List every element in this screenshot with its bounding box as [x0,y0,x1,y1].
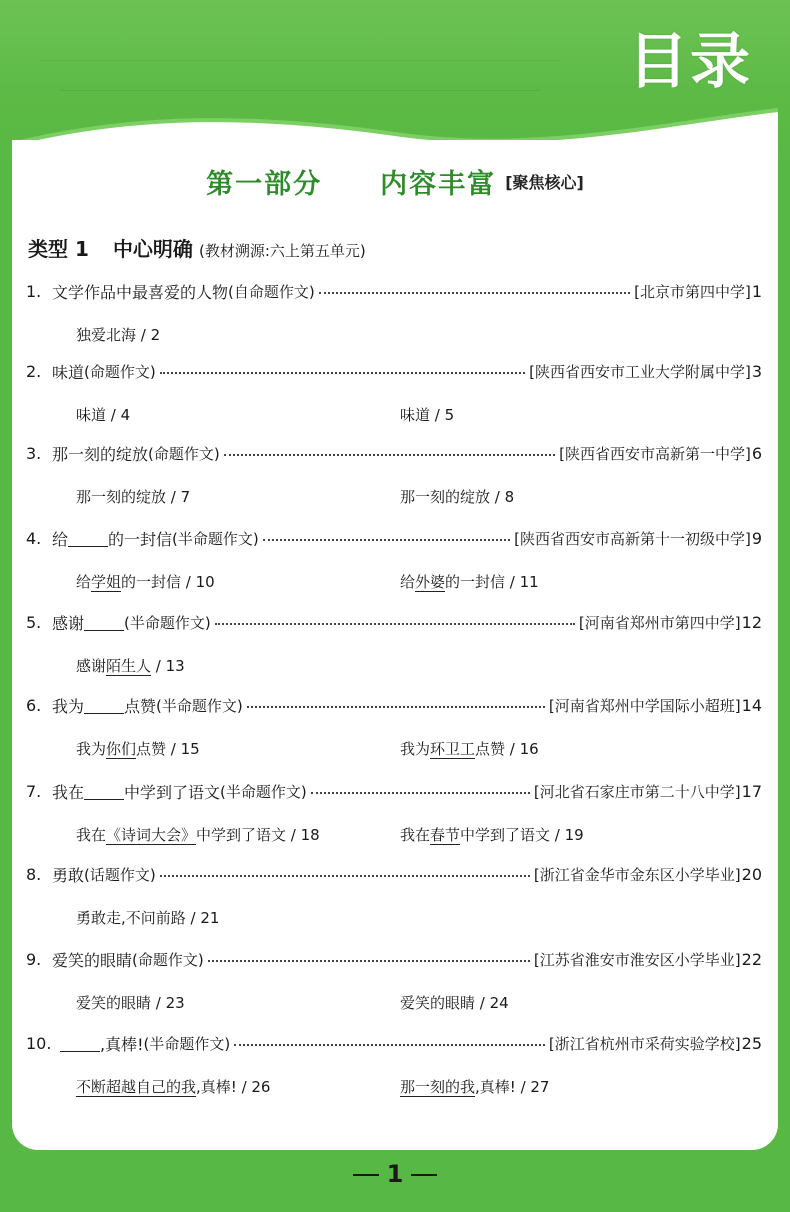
entry-kind: (半命题作文) [172,529,259,548]
entry-school: [江苏省淮安市淮安区小学毕业] [533,950,741,969]
sub-article[interactable] [76,404,130,426]
toc-entry[interactable] [26,861,762,887]
entry-school: [北京市第四中学] [634,282,751,301]
entry-number: 7. [26,781,42,801]
sub-article-highlight: 那一刻的我 [400,1078,476,1096]
footer-rule-left [353,1174,379,1176]
entry-page: 3 [751,361,762,381]
type-source: (教材溯源:六上第五单元) [198,242,366,260]
entry-title-prefix: 感谢 [52,613,85,633]
fill-in-blank [84,786,124,800]
dot-leader [319,284,630,294]
toc-entry[interactable] [26,1030,762,1056]
dot-leader [160,364,525,374]
entry-title [52,780,220,803]
toc-entry[interactable] [26,358,762,384]
sub-article-text: 给 [76,573,92,591]
entry-page: 17 [741,781,762,801]
type-label: 类型 1 [28,237,89,261]
entry-school: [陕西省西安市工业大学附属中学] [529,362,751,381]
entry-number: 5. [26,612,42,632]
entry-kind: (命题作文) [132,950,204,969]
type-heading [28,233,366,262]
sub-article[interactable] [76,571,215,593]
dot-leader [224,446,555,456]
entry-kind: (自命题作文) [228,282,315,301]
sub-article-highlight: 春节 [430,826,461,844]
entry-kind: (半命题作文) [156,696,243,715]
entry-school: [河南省郑州中学国际小超班] [548,696,741,715]
sub-article-text: 爱笑的眼睛 / 23 [76,994,185,1012]
sub-article[interactable] [400,1076,549,1098]
sub-article-text: 点赞 / 16 [475,740,539,758]
sub-article[interactable] [400,824,584,846]
entry-title: 那一刻的绽放 [52,444,149,464]
page-footer [0,1160,790,1188]
fill-in-blank [68,533,108,547]
toc-entry[interactable] [26,278,762,304]
sub-article-text: 我在 [76,826,107,844]
dot-leader [247,698,545,708]
dot-leader [263,531,510,541]
entry-title: 爱笑的眼睛 [52,950,133,970]
sub-article-text: 感谢 [76,657,107,675]
entry-page: 22 [741,949,762,969]
type-name: 中心明确 [112,237,193,261]
sub-article-highlight: 环卫工 [430,740,476,758]
footer-rule-right [411,1174,437,1176]
sub-article[interactable] [76,992,185,1014]
entry-title-suffix: 的一封信 [108,529,173,549]
sub-article-text: 勇敢走,不问前路 / 21 [76,909,220,927]
entry-title [52,611,124,634]
entry-title: 味道 [52,362,85,382]
entry-title [52,527,172,550]
sub-article[interactable] [76,655,185,677]
dot-leader [234,1036,545,1046]
toc-entry[interactable] [26,778,762,804]
fill-in-blank [60,1038,100,1052]
entry-title-suffix: 点赞 [124,696,157,716]
entry-number: 9. [26,949,42,969]
sub-article[interactable] [76,486,190,508]
sub-article-text: 我为 [400,740,431,758]
sub-article-text: 给 [400,573,416,591]
sub-article[interactable] [400,404,454,426]
entry-school: [陕西省西安市高新第十一初级中学] [514,529,751,548]
sub-article-text: 味道 / 4 [76,406,131,424]
sub-article-highlight: 外婆 [415,573,446,591]
part-title: 第一部分 内容丰富 [206,169,497,200]
sub-article-text: ,真棒! / 26 [196,1078,271,1096]
sub-article-text: 我在 [400,826,431,844]
entry-page: 1 [751,281,762,301]
toc-entry[interactable] [26,692,762,718]
entry-page: 14 [741,695,762,715]
sub-article[interactable] [400,571,539,593]
sub-article-text: / 13 [151,657,185,675]
entry-kind: (话题作文) [84,865,156,884]
entry-title-prefix: 给 [52,529,69,549]
entry-kind: (半命题作文) [124,613,211,632]
fill-in-blank [84,700,124,714]
entry-page: 12 [741,612,762,632]
sub-article-text: 的一封信 / 10 [121,573,215,591]
entry-title-suffix: 中学到了语文 [124,782,221,802]
entry-kind: (命题作文) [148,444,220,463]
sub-article[interactable] [400,486,514,508]
show-through-texture [40,60,560,74]
sub-article-text: 那一刻的绽放 / 7 [76,488,191,506]
sub-article-highlight: 不断超越自己的我 [76,1078,197,1096]
entry-number: 3. [26,443,42,463]
fill-in-blank [84,617,124,631]
entry-number: 10. [26,1033,52,1053]
sub-article-text: 独爱北海 / 2 [76,326,161,344]
part-header [0,162,790,201]
entry-kind: (半命题作文) [143,1034,231,1053]
entry-title-suffix: ,真棒! [100,1034,144,1054]
entry-title [60,1032,144,1055]
entry-school: [浙江省杭州市采荷实验学校] [548,1034,741,1053]
toc-entry[interactable] [26,525,762,551]
sub-article-text: 爱笑的眼睛 / 24 [400,994,509,1012]
toc-entry[interactable] [26,440,762,466]
sub-article[interactable] [400,992,509,1014]
entry-page: 6 [751,443,762,463]
dot-leader [311,784,530,794]
entry-page: 20 [741,864,762,884]
toc-title: 目录 [628,27,752,97]
dot-leader [215,615,575,625]
sub-article-highlight: 你们 [106,740,137,758]
entry-number: 6. [26,695,42,715]
sub-article[interactable] [76,824,320,846]
entry-number: 2. [26,361,42,381]
sub-article[interactable] [76,324,160,346]
sub-article-highlight: 陌生人 [106,657,152,675]
entry-page: 25 [741,1033,762,1053]
entry-school: [河北省石家庄市第二十八中学] [533,782,741,801]
entry-kind: (命题作文) [84,362,156,381]
sub-article-highlight: 学姐 [91,573,122,591]
sub-article[interactable] [400,738,539,760]
part-tag: [聚焦核心] [505,173,584,192]
dot-leader [160,867,530,877]
toc-entry[interactable] [26,609,762,635]
sub-article-text: 中学到了语文 / 19 [460,826,584,844]
sub-article[interactable] [76,1076,270,1098]
entry-school: [陕西省西安市高新第一中学] [559,444,751,463]
entry-number: 8. [26,864,42,884]
sub-article[interactable] [76,738,200,760]
sub-article-text: 点赞 / 15 [136,740,200,758]
sub-article-text: 我为 [76,740,107,758]
entry-title-prefix: 我在 [52,782,85,802]
entry-title [52,694,156,717]
toc-entry[interactable] [26,946,762,972]
entry-page: 9 [751,528,762,548]
entry-title: 勇敢 [52,865,85,885]
entry-school: [浙江省金华市金东区小学毕业] [533,865,741,884]
sub-article[interactable] [76,907,219,929]
sub-article-text: 味道 / 5 [400,406,455,424]
entry-number: 1. [26,281,42,301]
show-through-texture [60,90,540,104]
entry-title-prefix: 我为 [52,696,85,716]
page-number: 1 [386,1160,404,1188]
dot-leader [208,952,530,962]
entry-kind: (半命题作文) [220,782,307,801]
entry-number: 4. [26,528,42,548]
sub-article-text: ,真棒! / 27 [475,1078,550,1096]
sub-article-text: 的一封信 / 11 [445,573,539,591]
entry-title: 文学作品中最喜爱的人物 [52,282,229,302]
sub-article-text: 那一刻的绽放 / 8 [400,488,515,506]
sub-article-highlight: 《诗词大会》 [106,826,197,844]
entry-school: [河南省郑州市第四中学] [578,613,741,632]
sub-article-text: 中学到了语文 / 18 [196,826,320,844]
